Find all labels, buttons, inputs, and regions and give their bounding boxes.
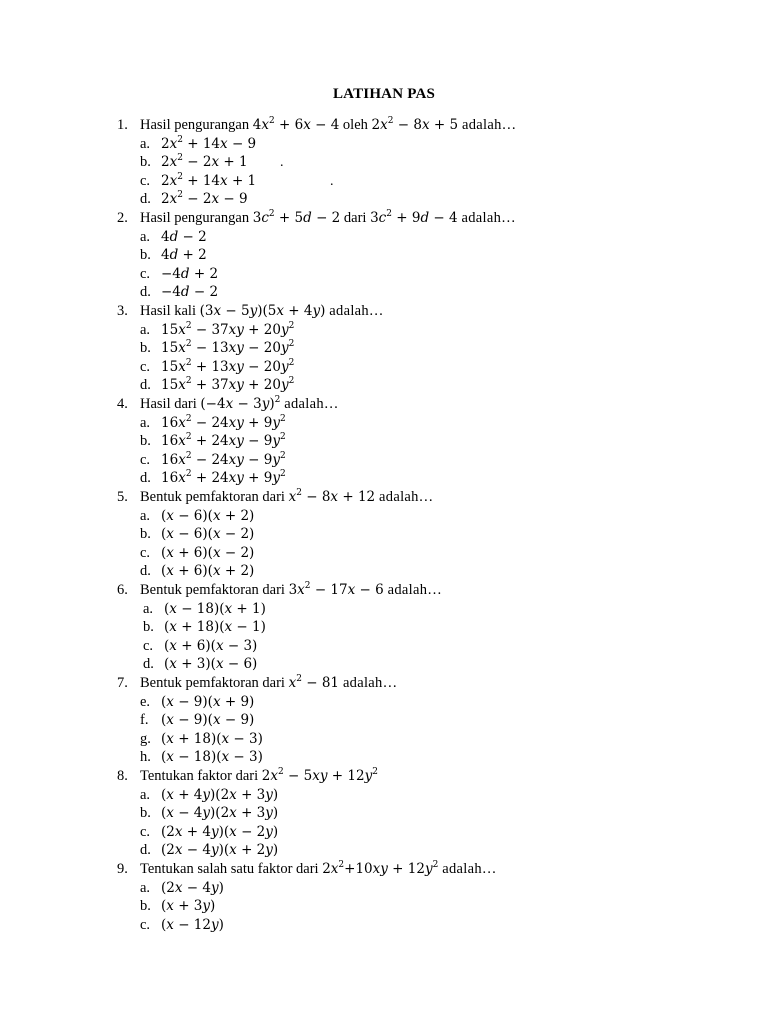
question-7 <box>117 674 397 693</box>
question-number: 2. <box>117 210 128 226</box>
answer-option <box>140 283 218 302</box>
option-label: a. <box>140 507 151 524</box>
answer-option <box>143 600 266 619</box>
option-label: a. <box>140 414 151 431</box>
option-label: c. <box>140 823 151 840</box>
option-label: a. <box>140 879 151 896</box>
option-label: c. <box>140 172 151 189</box>
question-expression: $x^2 - 8x + 12$ <box>288 488 376 505</box>
option-expression: (x + 6)(x + 2) <box>161 563 255 580</box>
option-label: g. <box>140 730 151 747</box>
answer-option <box>140 544 254 563</box>
option-expression: −4d + 2 <box>161 265 219 282</box>
answer-option <box>140 135 256 154</box>
option-label: d. <box>140 470 151 487</box>
question-1 <box>117 116 516 135</box>
question-text: Hasil pengurangan <box>140 117 253 133</box>
option-label: b. <box>140 247 151 264</box>
answer-option <box>140 228 207 247</box>
option-expression: (x − 9)(x − 9) <box>161 712 255 729</box>
option-expression: (x + 6)(x − 3) <box>164 637 258 654</box>
option-label: e. <box>140 693 151 710</box>
answer-option <box>140 711 254 730</box>
option-label: a. <box>140 228 151 245</box>
option-expression: (x + 3)(x − 6) <box>164 656 258 673</box>
question-2 <box>117 209 516 228</box>
answer-option <box>140 321 294 340</box>
option-expression: (x + 18)(x − 3) <box>161 730 263 747</box>
answer-option <box>140 562 254 581</box>
option-expression: (x − 6)(x + 2) <box>161 507 255 524</box>
question-text: adalah… <box>280 396 339 412</box>
option-expression: (x − 4y)(2x + 3y) <box>161 805 279 822</box>
question-number: 1. <box>117 117 128 133</box>
option-expression: (x − 18)(x − 3) <box>161 749 263 766</box>
question-8 <box>117 767 378 786</box>
option-label: a. <box>140 321 151 338</box>
option-expression: $16x^2 + 24xy - 9y^2$ <box>161 432 286 450</box>
question-expression: $2x^2 - 8x + 5$ <box>371 116 459 133</box>
option-expression: −4d − 2 <box>161 284 219 301</box>
answer-option <box>140 879 224 898</box>
option-label: d. <box>140 563 151 580</box>
option-label: b. <box>140 154 151 171</box>
option-label: b. <box>140 340 151 357</box>
option-label: b. <box>140 805 151 822</box>
answer-option <box>140 451 286 470</box>
question-3 <box>117 302 384 321</box>
option-expression: $16x^2 - 24xy + 9y^2$ <box>161 413 286 431</box>
option-label: c. <box>140 451 151 468</box>
question-number: 7. <box>117 675 128 691</box>
question-text: adalah… <box>325 303 384 319</box>
option-expression: $2x^2 + 14x + 1$ <box>161 171 257 189</box>
question-number: 8. <box>117 768 128 784</box>
question-expression: (3x − 5y)(5x + 4y) <box>199 303 326 319</box>
answer-option <box>140 414 286 433</box>
answer-option <box>143 655 257 674</box>
option-label: c. <box>140 916 151 933</box>
question-expression: $2x^2+10xy + 12y^2$ <box>322 860 439 877</box>
question-text: Bentuk pemfaktoran dari <box>140 489 289 505</box>
option-label: d. <box>140 842 151 859</box>
option-label: d. <box>140 284 151 301</box>
option-label: c. <box>143 637 154 654</box>
answer-option <box>140 339 294 358</box>
answer-option <box>140 190 248 209</box>
question-9 <box>117 860 497 879</box>
question-text: Hasil pengurangan <box>140 210 253 226</box>
option-label: b. <box>143 619 154 636</box>
answer-option <box>140 748 263 767</box>
option-expression: (x − 18)(x + 1) <box>164 600 266 617</box>
option-label: h. <box>140 749 151 766</box>
option-label: b. <box>140 526 151 543</box>
option-label: c. <box>140 358 151 375</box>
question-text: Tentukan faktor dari <box>140 768 262 784</box>
option-label: b. <box>140 898 151 915</box>
question-4 <box>117 395 339 414</box>
question-number: 6. <box>117 582 128 598</box>
question-expression: $3c^2 + 5d - 2$ <box>252 209 341 226</box>
answer-option <box>140 246 207 265</box>
option-expression: $16x^2 - 24xy - 9y^2$ <box>161 450 286 468</box>
option-expression: (x + 4y)(2x + 3y) <box>161 786 279 803</box>
question-expression: $(-4x - 3y)^2$ <box>200 395 281 412</box>
question-text: Hasil kali <box>140 303 200 319</box>
answer-option <box>140 469 286 488</box>
option-label: f. <box>140 712 149 729</box>
answer-option <box>140 171 334 191</box>
option-expression: $16x^2 + 24xy + 9y^2$ <box>161 469 286 487</box>
question-text: Bentuk pemfaktoran dari <box>140 675 289 691</box>
option-expression: (2x − 4y)(x + 2y) <box>161 842 279 859</box>
option-expression: 4d − 2 <box>161 228 207 245</box>
answer-option <box>140 376 294 395</box>
answer-option <box>143 618 266 637</box>
question-text: adalah… <box>457 210 516 226</box>
question-expression: $4x^2 + 6x - 4$ <box>252 116 340 133</box>
option-label: d. <box>143 656 154 673</box>
question-text: Bentuk pemfaktoran dari <box>140 582 289 598</box>
answer-option <box>140 432 286 451</box>
option-expression: $2x^2 - 2x + 1$ <box>161 153 248 171</box>
question-number: 5. <box>117 489 128 505</box>
question-expression: $3c^2 + 9d - 4$ <box>370 209 458 226</box>
answer-option <box>140 265 218 284</box>
option-suffix: . <box>280 155 284 171</box>
option-label: d. <box>140 191 151 208</box>
question-number: 9. <box>117 861 128 877</box>
option-expression: $2x^2 + 14x - 9$ <box>161 134 257 152</box>
answer-option <box>140 841 278 860</box>
option-expression: (2x + 4y)(x − 2y) <box>161 823 279 840</box>
page-title: LATIHAN PAS <box>332 86 436 102</box>
answer-option <box>140 693 254 712</box>
question-text: adalah… <box>339 675 398 691</box>
option-expression: (x + 6)(x − 2) <box>161 544 255 561</box>
option-label: c. <box>140 544 151 561</box>
answer-option <box>140 153 284 172</box>
option-label: a. <box>140 135 151 152</box>
question-expression: $3x^2 - 17x - 6$ <box>288 581 384 598</box>
option-label: c. <box>140 265 151 282</box>
option-expression: $15x^2 + 37xy + 20y^2$ <box>161 376 295 394</box>
answer-option <box>140 804 278 823</box>
question-number: 4. <box>117 396 128 412</box>
answer-option <box>140 730 263 749</box>
question-text: adalah… <box>458 117 517 133</box>
option-suffix: . <box>330 173 334 189</box>
answer-option <box>140 916 224 935</box>
option-expression: $15x^2 - 37xy + 20y^2$ <box>161 320 295 338</box>
option-expression: $2x^2 - 2x - 9$ <box>161 190 248 208</box>
answer-option <box>140 786 278 805</box>
answer-option <box>140 525 254 544</box>
question-text: oleh <box>339 117 372 133</box>
option-expression: $15x^2 - 13xy - 20y^2$ <box>161 339 295 357</box>
question-text: adalah… <box>383 582 443 598</box>
question-number: 3. <box>117 303 128 319</box>
option-expression: (x − 9)(x + 9) <box>161 693 255 710</box>
question-6 <box>117 581 442 600</box>
option-expression: (x − 12y) <box>161 916 224 933</box>
question-text: Hasil dari <box>140 396 201 412</box>
answer-option <box>143 637 257 656</box>
answer-option <box>140 507 254 526</box>
question-text: adalah… <box>375 489 434 505</box>
question-5 <box>117 488 434 507</box>
option-label: a. <box>140 786 151 803</box>
question-text: Tentukan salah satu faktor dari <box>140 861 323 877</box>
question-expression: $x^2 - 81$ <box>288 674 340 691</box>
answer-option <box>140 823 278 842</box>
option-expression: $15x^2 + 13xy - 20y^2$ <box>161 357 295 375</box>
option-expression: (x − 6)(x − 2) <box>161 526 255 543</box>
answer-option <box>140 358 294 377</box>
question-expression: $2x^2 - 5xy + 12y^2$ <box>261 767 378 784</box>
option-label: d. <box>140 377 151 394</box>
question-text: dari <box>340 210 371 226</box>
option-expression: (x + 18)(x − 1) <box>164 619 266 636</box>
option-label: b. <box>140 433 151 450</box>
answer-option <box>140 897 215 916</box>
option-expression: (x + 3y) <box>161 898 216 915</box>
option-expression: 4d + 2 <box>161 247 207 264</box>
option-expression: (2x − 4y) <box>161 879 224 896</box>
option-label: a. <box>143 600 154 617</box>
question-text: adalah… <box>438 861 497 877</box>
